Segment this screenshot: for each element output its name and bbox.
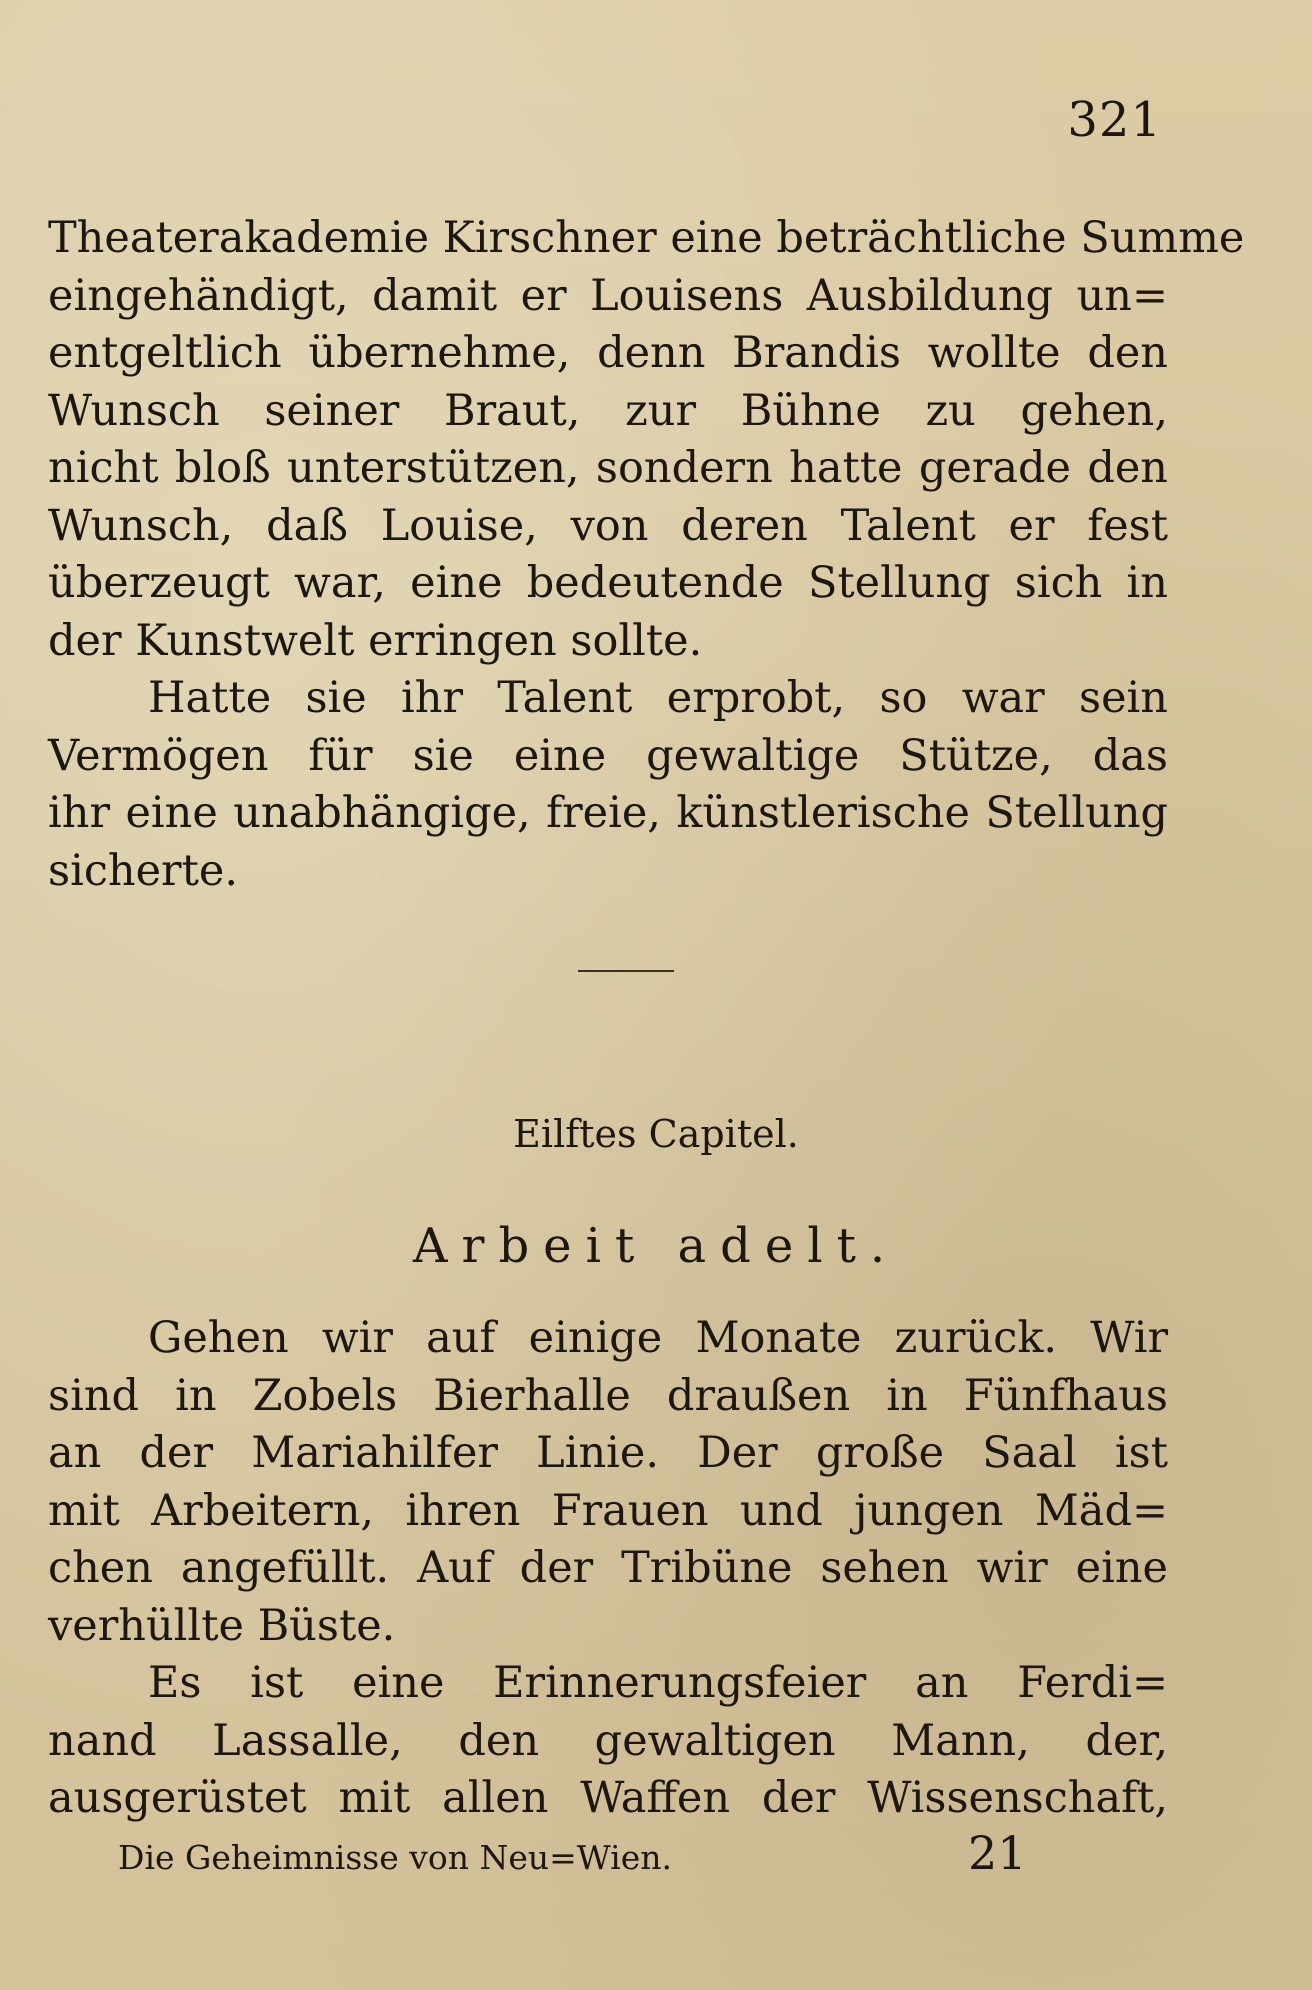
text-line: entgeltlich übernehme, denn Brandis wollte den bbox=[48, 328, 1168, 378]
text-line: Gehen wir auf einige Monate zurück. Wir bbox=[148, 1313, 1168, 1363]
chapter-number: Eilftes Capitel. bbox=[513, 1112, 799, 1156]
text-line: Vermögen für sie eine gewaltige Stütze, das bbox=[48, 730, 1168, 781]
text-line: eingehändigt, damit er Louisens Ausbildung un= bbox=[48, 270, 1168, 321]
text-line: der Kunstwelt erringen sollte. bbox=[48, 615, 703, 666]
chapter-title: Arbeit adelt. bbox=[412, 1218, 900, 1274]
text-line: nand Lassalle, den gewaltigen Mann, der, bbox=[48, 1715, 1168, 1766]
text-line: Es ist eine Erinnerungsfeier an Ferdi= bbox=[148, 1658, 1168, 1708]
text-line: mit Arbeitern, ihren Frauen und jungen Mäd= bbox=[48, 1485, 1168, 1536]
text-line: ihr eine unabhängige, freie, künstlerische Stellung bbox=[48, 788, 1168, 838]
text-block-bottom bbox=[48, 1310, 1168, 1828]
text-line: ausgerüstet mit allen Waffen der Wissenschaft, bbox=[48, 1773, 1168, 1823]
text-line: überzeugt war, eine bedeutende Stellung sich in bbox=[48, 558, 1168, 608]
text-block-top bbox=[48, 210, 1245, 900]
text-line: sind in Zobels Bierhalle draußen in Fünfhaus bbox=[48, 1370, 1168, 1421]
footer-signature-mark: 21 bbox=[968, 1826, 1027, 1880]
section-divider bbox=[578, 970, 674, 972]
text-line: nicht bloß unterstützen, sondern hatte gerade den bbox=[48, 443, 1168, 493]
footer-book-title: Die Geheimnisse von Neu=Wien. bbox=[118, 1838, 672, 1877]
text-line: sicherte. bbox=[48, 845, 238, 896]
text-line: Wunsch, daß Louise, von deren Talent er fest bbox=[48, 500, 1168, 551]
text-line: verhüllte Büste. bbox=[48, 1600, 396, 1651]
text-line: Wunsch seiner Braut, zur Bühne zu gehen, bbox=[48, 385, 1168, 436]
text-line: Theaterakademie Kirschner eine beträchtliche Summe bbox=[48, 213, 1245, 263]
text-line: chen angefüllt. Auf der Tribüne sehen wir eine bbox=[48, 1543, 1168, 1593]
text-line: an der Mariahilfer Linie. Der große Saal ist bbox=[48, 1428, 1168, 1478]
page-number: 321 bbox=[1067, 92, 1162, 148]
text-line: Hatte sie ihr Talent erprobt, so war sein bbox=[148, 673, 1168, 723]
